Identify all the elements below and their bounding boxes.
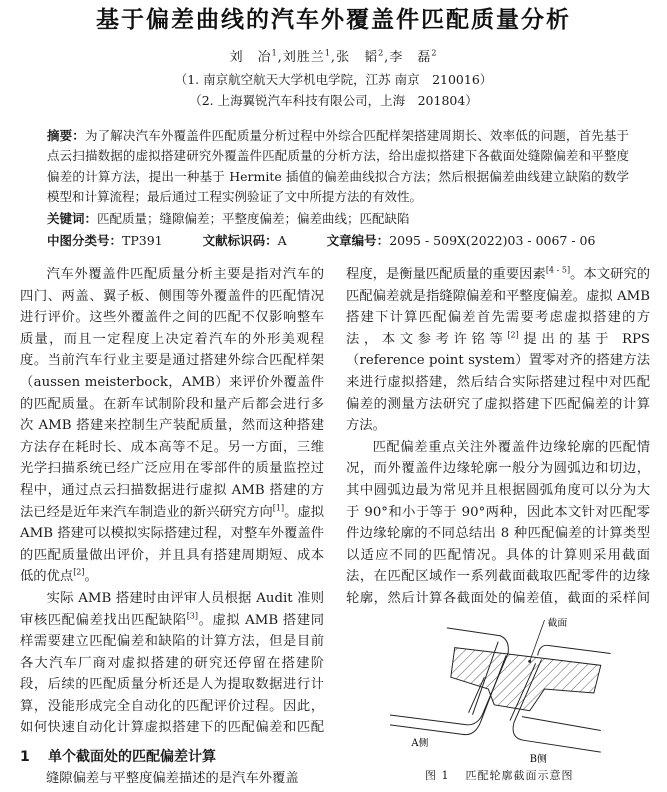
section-title: 单个截面处的匹配偏差计算 bbox=[48, 749, 216, 765]
author-name: 刘 冶 bbox=[229, 50, 272, 65]
paragraph bbox=[20, 588, 324, 740]
abstract-label: 摘要： bbox=[47, 128, 85, 143]
abstract-text: 为了解决汽车外覆盖件匹配质量分析过程中外综合匹配样架搭建周期长、效率低的问题，首先基于点云扫描数据的虚拟搭建研究外覆盖件匹配质量的分析方法，给出虚拟搭建下各截面处缝隙偏差和平整度偏差的计算方法，提出一种基于 Hermite 插值的偏差曲线拟合方法；然后根据偏差曲线建立缺陷的数学模型和计算流程；最后通过工程实例验证了文中所提方法的有效性。 bbox=[47, 128, 629, 204]
left-column bbox=[20, 264, 324, 740]
citation[interactable]: [4 - 5] bbox=[545, 265, 571, 275]
paragraph bbox=[346, 264, 650, 437]
author-affiliation-mark: 1 bbox=[324, 48, 331, 58]
article-number-value: 2095 - 509X(2022)03 - 0067 - 06 bbox=[389, 233, 596, 248]
citation[interactable]: [3] bbox=[186, 611, 199, 621]
author-affiliation-mark: 2 bbox=[431, 48, 438, 58]
label-a-side: A侧 bbox=[411, 738, 429, 750]
abstract bbox=[47, 126, 629, 207]
paragraph-text: 实际 AMB 搭建时由评审人员根据 Audit 准则审核匹配偏差找出匹配缺陷 bbox=[20, 590, 324, 628]
paragraph-text: 提出的基于 RPS（reference point system）置零对齐的搭建方法来进行虚拟搭建，然后结合实际搭建过程中对匹配偏差的测量方法研究了虚拟搭建下匹配偏差的计算方法。 bbox=[346, 331, 650, 434]
caption-number: 图 1 bbox=[425, 769, 450, 782]
section-diagram bbox=[390, 616, 630, 764]
author-name: 张 韬 bbox=[336, 50, 379, 65]
author-separator: , bbox=[330, 50, 337, 65]
paragraph-text: 。本文研究的匹配偏差就是指缝隙偏差和平整度偏差。虚拟 AMB 搭建下计算匹配偏差首先需要考虑虚拟搭建的方法，本文参考许铭等 bbox=[346, 267, 650, 347]
author-separator: , bbox=[277, 50, 283, 65]
clc-label: 中图分类号： bbox=[47, 233, 123, 248]
keywords-label: 关键词： bbox=[47, 211, 98, 226]
paragraph bbox=[20, 264, 324, 588]
author-affiliation-mark: 2 bbox=[378, 48, 385, 58]
citation[interactable]: [2] bbox=[507, 330, 519, 340]
paragraph-text: 汽车外覆盖件匹配质量分析主要是指对汽车的四门、两盖、翼子板、侧围等外覆盖件的匹配情况进行评价。这些外覆盖件之间的匹配不仅影响整车质量，而且一定程度上决定着汽车的外形美观程度。当前汽车行业主要是通过搭建外综合匹配样架（aussen meisterbock，AMB）来评价外覆盖件的匹配质量。在新车试制阶段和量产后都会进行多次 AMB 搭建来控制生产装配质量，然而这种搭建方法存在耗时长、成本高等不足。另一方面，三维光学扫描系统已经广泛应用在零部件的质量监控过程中，通过点云扫描数据进行虚拟 AMB 搭建的方法已经是近年来汽车制造业的新兴研究方向 bbox=[20, 267, 324, 520]
leader-line bbox=[530, 620, 545, 661]
leader-dot bbox=[528, 660, 531, 663]
doc-code-label: 文献标识码： bbox=[202, 233, 278, 248]
figure-caption bbox=[425, 768, 574, 784]
author-name: 李 磊 bbox=[389, 50, 432, 65]
keywords bbox=[47, 209, 410, 229]
author-name: 刘胜兰 bbox=[282, 50, 325, 65]
paragraph-text: 程度，是衡量匹配质量的重要因素 bbox=[346, 267, 546, 282]
paper-title: 基于偏差曲线的汽车外覆盖件匹配质量分析 bbox=[96, 7, 571, 33]
paragraph-text: 。虚拟 AMB 搭建同样需要建立匹配偏差和缺陷的计算方法，但是目前各大汽车厂商对虚拟搭建的研究还停留在搭建阶段，后续的匹配质量分析还是人为提取数据进行计算，没能形成完全自动化的匹配评价过程。因此，如何快速自动化计算虚拟搭建下的匹配偏差和匹配 bbox=[20, 612, 324, 736]
paragraph-text: 。 bbox=[84, 569, 98, 585]
affiliation-1: （1. 南京航空航天大学机电学院，江苏 南京 210016） bbox=[174, 72, 493, 87]
citation[interactable]: [1] bbox=[272, 503, 285, 513]
section-heading bbox=[20, 747, 216, 767]
paragraph-text: 。虚拟 AMB 搭建可以模拟实际搭建过程，对整车外覆盖件的匹配质量做出评价，并且具有搭建周期短、成本低的优点 bbox=[20, 504, 324, 585]
author-list bbox=[0, 48, 667, 68]
section-number: 1 bbox=[20, 749, 30, 765]
figure-1 bbox=[390, 616, 630, 764]
classification-line bbox=[47, 231, 647, 251]
caption-text: 匹配轮廓截面示意图 bbox=[465, 769, 574, 782]
keywords-text: 匹配质量；缝隙偏差；平整度偏差；偏差曲线；匹配缺陷 bbox=[97, 211, 410, 226]
label-b-side: B侧 bbox=[529, 754, 547, 764]
author-separator: , bbox=[384, 50, 390, 65]
paragraph: 匹配偏差重点关注外覆盖件边缘轮廓的匹配情况，而外覆盖件边缘轮廓一般分为圆弧边和切边，其中圆弧边最为常见并且根据圆弧角度可以分为大于 90°和小于等于 90°两种，因此本文针对匹配零件边缘轮廓的不同总结出 8 种匹配偏差的计算类型以适应不同的匹配情况。具体的计算则采用截面法，在匹配区域作一系列截面截取匹配零件的边缘轮廓，然后计算各截面处的偏差值，截面的采样间 bbox=[346, 439, 650, 606]
label-section: 截面 bbox=[547, 617, 568, 629]
citation[interactable]: [2] bbox=[73, 567, 85, 577]
author-affiliation-mark: 1 bbox=[271, 48, 278, 58]
article-number-label: 文章编号： bbox=[326, 233, 390, 248]
right-column bbox=[346, 264, 650, 612]
section-first-line: 缝隙偏差与平整度偏差描述的是汽车外覆盖 bbox=[46, 771, 299, 786]
clc-value: TP391 bbox=[122, 233, 163, 248]
affiliation-2: （2. 上海翼锐汽车科技有限公司，上海 201804） bbox=[189, 93, 478, 108]
doc-code-value: A bbox=[277, 233, 287, 248]
